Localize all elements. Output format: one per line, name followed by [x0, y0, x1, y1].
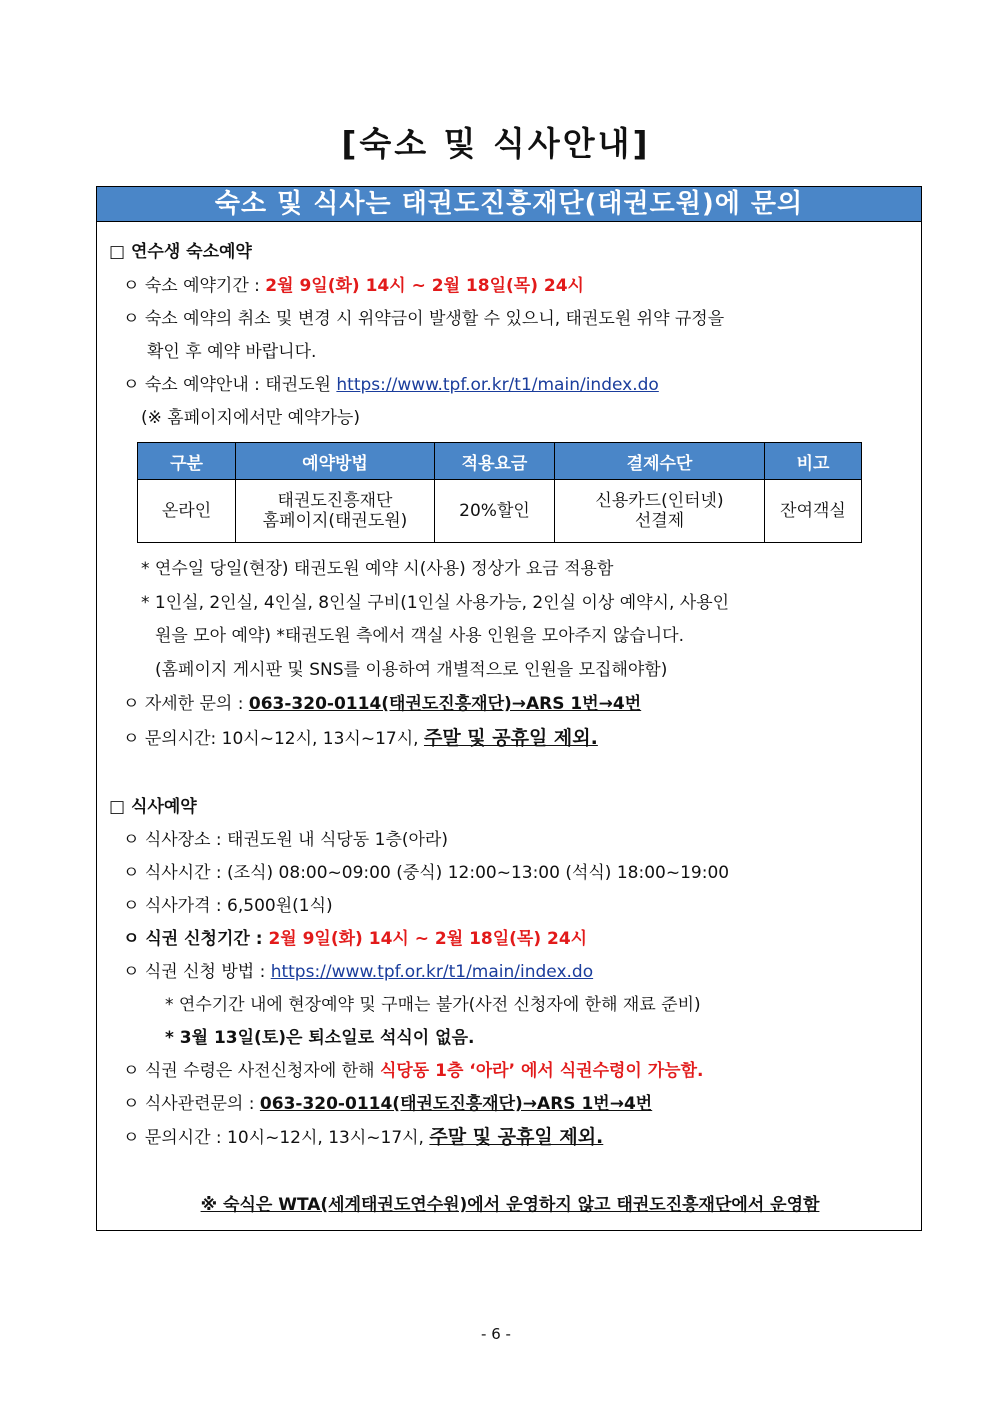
lodging-guide-label: ㅇ 숙소 예약안내 : 태권도원: [123, 375, 337, 395]
meal-period-label: ㅇ 식권 신청기간 :: [123, 929, 269, 949]
meal-pickup-label: ㅇ 식권 수령은 사전신청자에 한해: [123, 1061, 380, 1081]
lodging-note2-line2: 원을 모아 예약) *태권도원 측에서 객실 사용 인원을 모아주지 않습니다.: [155, 626, 684, 646]
table-row: [138, 480, 862, 543]
table-header-cell: 구분: [138, 443, 236, 480]
meal-method: [123, 957, 593, 982]
lodging-hours-label: ㅇ 문의시간: 10시~12시, 13시~17시,: [123, 729, 424, 749]
method-line1: 태권도진흥재단: [277, 490, 393, 511]
lodging-cancel-line2: 확인 후 예약 바랍니다.: [147, 342, 317, 362]
lodging-guide: [123, 370, 659, 395]
table-cell-type: 온라인: [138, 480, 236, 543]
meal-period: [123, 924, 587, 949]
lodging-guide-link[interactable]: https://www.tpf.or.kr/t1/main/index.do: [336, 375, 659, 395]
table-header-cell: 결제수단: [555, 443, 765, 480]
meal-hours: [123, 1122, 603, 1149]
page-number: - 6 -: [481, 1325, 511, 1343]
meal-place: ㅇ 식사장소 : 태권도원 내 식당동 1층(아라): [123, 830, 448, 850]
table-header-cell: 비고: [765, 443, 862, 480]
table-header-row: [138, 443, 862, 480]
lodging-cancel-line1: ㅇ 숙소 예약의 취소 및 변경 시 위약금이 발생할 수 있으니, 태권도원 위약 규정을: [123, 309, 725, 329]
meal-contact-label: ㅇ 식사관련문의 :: [123, 1094, 260, 1114]
table-cell-method: [236, 480, 435, 543]
lodging-note2-line3: (홈페이지 게시판 및 SNS를 이용하여 개별적으로 인원을 모집해야함): [155, 660, 668, 680]
lodging-hours: [123, 723, 598, 750]
meal-hours-label: ㅇ 문의시간 : 10시~12시, 13시~17시,: [123, 1128, 430, 1148]
lodging-period: [123, 271, 584, 296]
meal-contact: [123, 1089, 652, 1114]
footer-note: ※ 숙식은 WTA(세계태권도연수원)에서 운영하지 않고 태권도진흥재단에서 운영함: [200, 1195, 820, 1215]
lodging-contact-value: 063-320-0114(태권도진흥재단)→ARS 1번→4번: [248, 694, 642, 714]
meal-hours-value: 주말 및 공휴일 제외.: [429, 1126, 604, 1148]
lodging-note1: * 연수일 당일(현장) 태권도원 예약 시(사용) 정상가 요금 적용함: [141, 559, 614, 579]
table-header-cell: 적용요금: [435, 443, 555, 480]
meal-note1: * 연수기간 내에 현장예약 및 구매는 불가(사전 신청자에 한해 재료 준비): [165, 995, 701, 1015]
lodging-note2-line1: * 1인실, 2인실, 4인실, 8인실 구비(1인실 사용가능, 2인실 이상 예약시, 사용인: [141, 593, 730, 613]
meal-method-link[interactable]: https://www.tpf.or.kr/t1/main/index.do: [270, 962, 594, 982]
reservation-table: [137, 442, 862, 543]
meal-method-label: ㅇ 식권 신청 방법 :: [123, 962, 271, 982]
table-cell-remark: 잔여객실: [765, 480, 862, 543]
meal-heading: □ 식사예약: [109, 797, 197, 817]
meal-contact-value: 063-320-0114(태권도진흥재단)→ARS 1번→4번: [259, 1094, 653, 1114]
meal-note2: * 3월 13일(토)은 퇴소일로 석식이 없음.: [165, 1028, 475, 1048]
banner: 숙소 및 식사는 태권도진흥재단(태권도원)에 문의: [97, 187, 921, 222]
lodging-guide-note: (※ 홈페이지에서만 예약가능): [141, 408, 360, 428]
lodging-contact-label: ㅇ 자세한 문의 :: [123, 694, 249, 714]
meal-pickup: [123, 1056, 703, 1081]
lodging-hours-value: 주말 및 공휴일 제외.: [423, 727, 598, 749]
info-box: [96, 186, 922, 1231]
table-cell-payment: [555, 480, 765, 543]
table-cell-fee: 20%할인: [435, 480, 555, 543]
payment-line2: 선결제: [634, 511, 685, 531]
lodging-period-label: ㅇ 숙소 예약기간 :: [123, 276, 266, 296]
table-header-cell: 예약방법: [236, 443, 435, 480]
method-line2: 홈페이지(태권도원): [262, 511, 408, 531]
meal-time: ㅇ 식사시간 : (조식) 08:00~09:00 (중식) 12:00~13:00 (석식) 18:00~19:00: [123, 863, 730, 883]
lodging-contact: [123, 689, 641, 714]
payment-line1: 신용카드(인터넷): [595, 490, 724, 511]
meal-price: ㅇ 식사가격 : 6,500원(1식): [123, 896, 333, 916]
page-title: [숙소 및 식사안내]: [341, 124, 651, 163]
meal-pickup-value: 식당동 1층 ‘아라’ 에서 식권수령이 가능함.: [379, 1061, 704, 1081]
lodging-period-value: 2월 9일(화) 14시 ~ 2월 18일(목) 24시: [265, 276, 584, 296]
meal-period-value: 2월 9일(화) 14시 ~ 2월 18일(목) 24시: [268, 929, 588, 949]
lodging-heading: □ 연수생 숙소예약: [109, 242, 252, 262]
